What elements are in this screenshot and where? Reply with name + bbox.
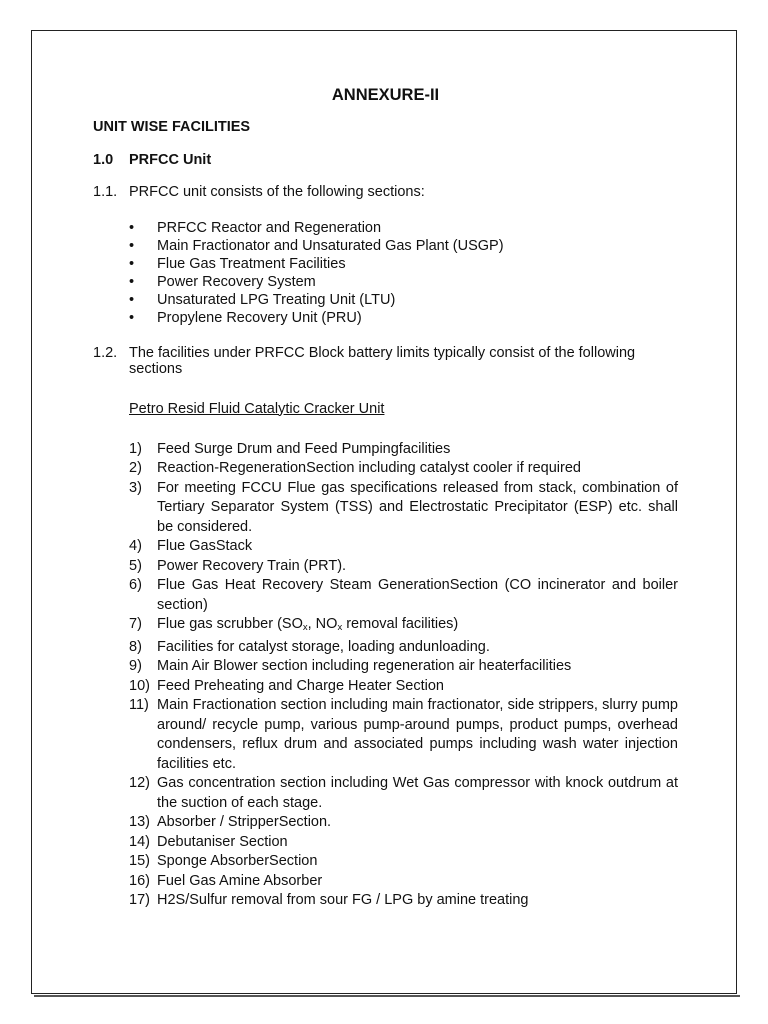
list-item: 16) Fuel Gas Amine Absorber: [129, 872, 323, 889]
list-item: 10) Feed Preheating and Charge Heater Section: [129, 677, 444, 694]
list-item: 17) H2S/Sulfur removal from sour FG / LPG by amine treating: [129, 892, 529, 908]
list-item: • Unsaturated LPG Treating Unit (LTU): [129, 291, 396, 308]
subsection-number: 1.2.: [93, 344, 118, 361]
main-heading: UNIT WISE FACILITIES: [93, 119, 251, 135]
subsection-text: The facilities under PRFCC Block battery limits typically consist of the following sections: [129, 344, 636, 377]
list-item: • Flue Gas Treatment Facilities: [129, 255, 346, 272]
list-item: 13) Absorber / StripperSection.: [129, 814, 332, 830]
list-item: 8) Facilities for catalyst storage, loading andunloading.: [129, 638, 490, 655]
list-item: 9) Main Air Blower section including regeneration air heaterfacilities: [129, 658, 572, 674]
list-item: 15) Sponge AbsorberSection: [129, 853, 318, 869]
subsection-number: 1.1.: [93, 184, 118, 200]
list-item: 1) Feed Surge Drum and Feed Pumpingfacilities: [129, 440, 451, 457]
list-item: 2) Reaction-RegenerationSection including catalyst cooler if required: [129, 460, 581, 476]
list-item: • Propylene Recovery Unit (PRU): [129, 309, 362, 326]
section-title: PRFCC Unit: [129, 152, 212, 168]
list-item: • PRFCC Reactor and Regeneration: [129, 219, 382, 236]
bullet-icon: •: [129, 237, 135, 254]
page-shadow: [34, 995, 740, 997]
list-item: 4) Flue GasStack: [129, 538, 253, 554]
list-item: 6) Flue Gas Heat Recovery Steam GenerationSection (CO incinerator and boiler section): [129, 577, 678, 613]
document-title: ANNEXURE-II: [331, 86, 440, 104]
section-heading: [93, 152, 678, 168]
list-item: 11) Main Fractionation section including main fractionator, side strippers, slurry pump around/ recycle pump, various pump-around pumps, product pumps, overhead condensers, reflux drum and associated pumps including wash water injection facilities etc.: [129, 697, 678, 772]
bullet-icon: •: [129, 255, 135, 272]
list-item: • Main Fractionator and Unsaturated Gas Plant (USGP): [129, 237, 504, 254]
list-item: 12) Gas concentration section including Wet Gas compressor with knock outdrum at the suction of each stage.: [129, 775, 678, 811]
list-item: 5) Power Recovery Train (PRT).: [129, 557, 347, 574]
bullet-icon: •: [129, 219, 135, 236]
subsection-1-2: [93, 345, 678, 378]
list-item: 14) Debutaniser Section: [129, 833, 288, 850]
subheading: Petro Resid Fluid Catalytic Cracker Unit: [129, 400, 385, 417]
list-item: 7) Flue gas scrubber ($SO_x$, $NO_x$ removal facilities): [129, 616, 459, 633]
section-number: 1.0: [93, 152, 114, 168]
bullet-icon: •: [129, 291, 135, 308]
document-body: [93, 86, 678, 911]
bullet-list: [129, 219, 678, 327]
list-item: • Power Recovery System: [129, 273, 316, 290]
list-item: 3) For meeting FCCU Flue gas specifications released from stack, combination of Tertiary Separator System (TSS) and Electrostatic Precipitator (ESP) etc. shall be considered.: [129, 479, 678, 535]
bullet-icon: •: [129, 309, 135, 326]
bullet-icon: •: [129, 273, 135, 290]
subsection-1-1: [93, 184, 678, 201]
subsection-text: PRFCC unit consists of the following sections:: [129, 184, 425, 200]
numbered-list: [129, 440, 678, 911]
